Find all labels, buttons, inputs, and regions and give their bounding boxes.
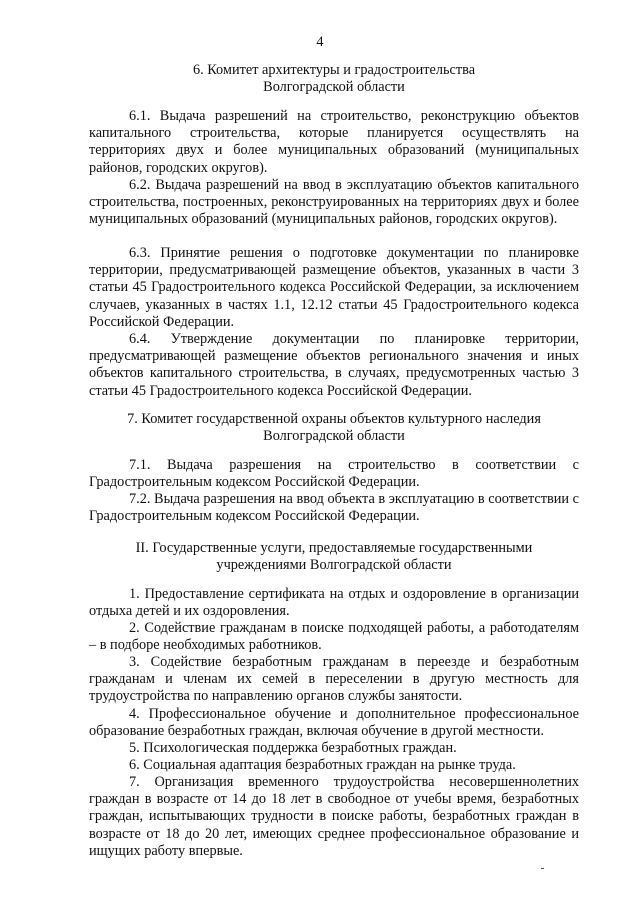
item-6-2: 6.2. Выдача разрешений на ввод в эксплуатацию объектов капитального строительства, построенных, реконструированных на территориях двух и более муниципальных образований (муниципальных районов, городских округов). xyxy=(89,177,579,228)
page-number: 4 xyxy=(316,34,324,50)
section-heading-6 xyxy=(89,62,579,96)
service-item-3: 3. Содействие безработным гражданам в переезде и безработным гражданам и членам их семей в переселении в другую местность для трудоустройства по направлению органов службы занятости. xyxy=(89,654,579,705)
section-heading-line: II. Государственные услуги, предоставляемые государственными xyxy=(135,540,533,556)
service-item-4: 4. Профессиональное обучение и дополнительное профессиональное образование безработных граждан, включая обучение в другой местности. xyxy=(89,706,579,740)
section-heading-7 xyxy=(89,411,579,445)
section-heading-line: Волгоградской области xyxy=(263,428,405,445)
item-6-3: 6.3. Принятие решения о подготовке документации по планировке территории, предусматривающей размещение объектов, указанных в части 3 статьи 45 Градостроительного кодекса Российской Федерации, за исключением случаев, указанных в частях 1.1, 12.12 статьи 45 Градостроительного кодекса Российской Федерации. xyxy=(89,245,579,330)
item-6-1: 6.1. Выдача разрешений на строительство, реконструкцию объектов капитального строительства, которые планируется осуществлять на территориях двух и более муниципальных образований (муниципальных районов, городских округов). xyxy=(89,108,579,176)
section-heading-line: 7. Комитет государственной охраны объектов культурного наследия xyxy=(127,411,541,427)
item-7-1: 7.1. Выдача разрешения на строительство в соответствии с Градостроительным кодексом Российской Федерации. xyxy=(89,457,579,491)
service-item-7: 7. Организация временного трудоустройства несовершеннолетних граждан в возрасте от 14 до 18 лет в свободное от учебы время, безработных граждан, испытывающих трудности в поиске работы, безработных граждан в возрасте от 18 до 20 лет, имеющих среднее профессиональное образование и ищущих работу впервые. xyxy=(89,774,579,859)
scan-dot xyxy=(541,868,544,869)
item-6-4: 6.4. Утверждение документации по планировке территории, предусматривающей размещение объектов регионального значения и иных объектов капитального строительства, в случаях, предусмотренных частью 3 статьи 45 Градостроительного кодекса Российской Федерации. xyxy=(89,331,579,399)
section-heading-line: Волгоградской области xyxy=(263,79,405,96)
section-heading-ii xyxy=(89,540,579,574)
service-item-5: 5. Психологическая поддержка безработных граждан. xyxy=(129,740,457,756)
item-7-2: 7.2. Выдача разрешения на ввод объекта в эксплуатацию в соответствии с Градостроительным кодексом Российской Федерации. xyxy=(89,491,579,525)
service-item-1: 1. Предоставление сертификата на отдых и оздоровление в организации отдыха детей и их оздоровления. xyxy=(89,586,579,620)
section-heading-line: учреждениями Волгоградской области xyxy=(216,557,452,574)
section-heading-line: 6. Комитет архитектуры и градостроительства xyxy=(192,62,476,78)
service-item-2: 2. Содействие гражданам в поиске подходящей работы, а работодателям – в подборе необходимых работников. xyxy=(89,620,579,654)
service-item-6: 6. Социальная адаптация безработных граждан на рынке труда. xyxy=(129,757,516,773)
